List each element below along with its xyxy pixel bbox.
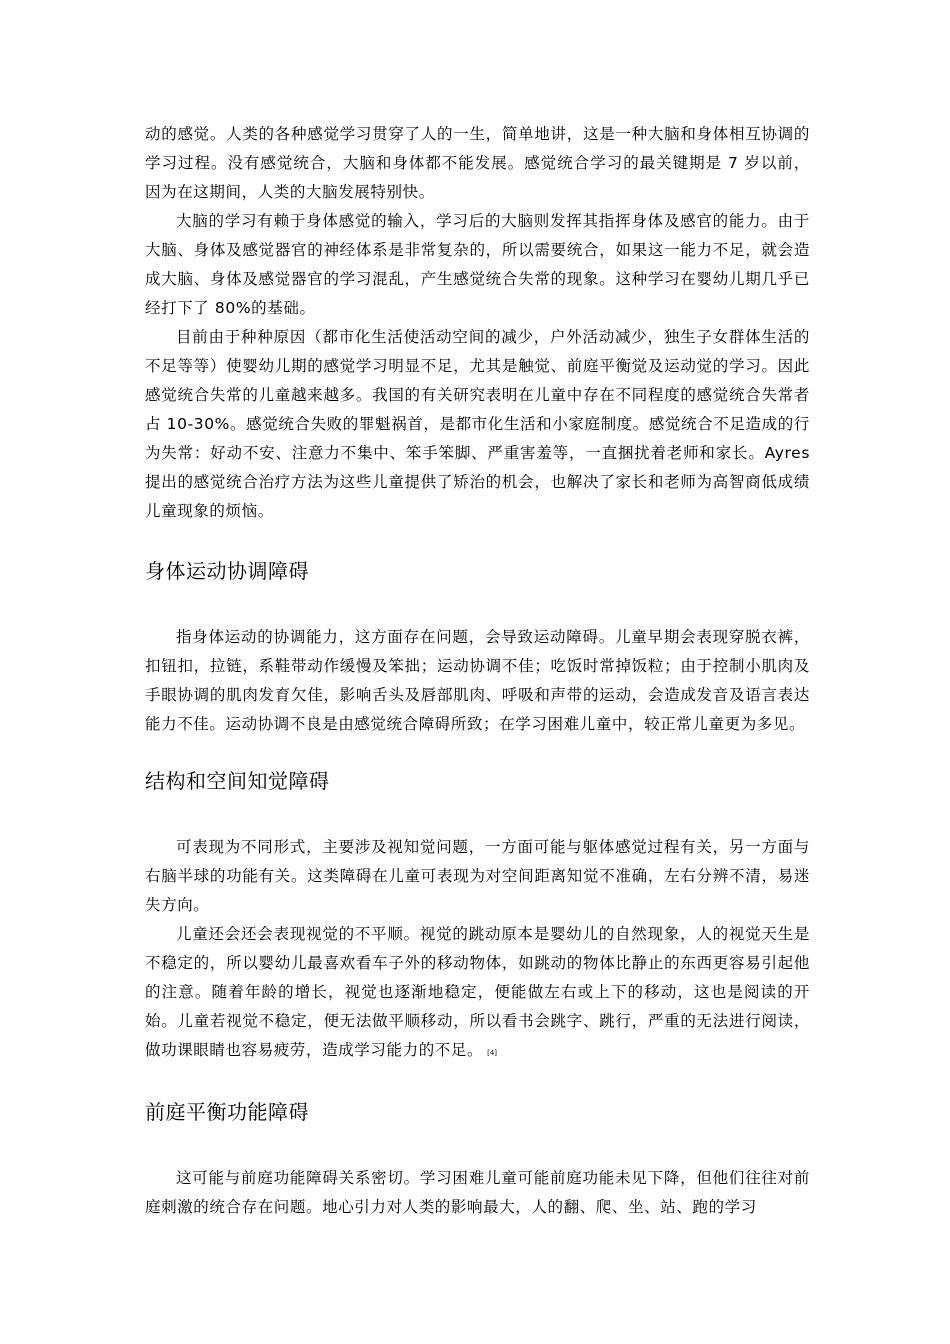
body-paragraph: 动的感觉。人类的各种感觉学习贯穿了人的一生，简单地讲，这是一种大脑和身体相互协调的学习过程。没有感觉统合，大脑和身体都不能发展。感觉统合学习的最关键期是 7 岁以前，因为在这期间，人类的大脑发展特别快。 — [145, 125, 810, 201]
body-paragraph: 大脑的学习有赖于身体感觉的输入，学习后的大脑则发挥其指挥身体及感官的能力。由于大脑、身体及感觉器官的神经体系是非常复杂的，所以需要统合，如果这一能力不足，就会造成大脑、身体及感觉器官的学习混乱，产生感觉统合失常的现象。这种学习在婴幼儿期几乎已经打下了 80%的基础。 — [145, 212, 810, 317]
section-heading-motor-coordination: 身体运动协调障碍 — [145, 559, 309, 583]
body-paragraph-with-citation — [145, 920, 810, 1068]
section-heading-vestibular-balance: 前庭平衡功能障碍 — [145, 1100, 309, 1124]
body-paragraph-text: 儿童还会还会表现视觉的不平顺。视觉的跳动原本是婴幼儿的自然现象，人的视觉天生是不稳定的，所以婴幼儿最喜欢看车子外的移动物体，如跳动的物体比静止的东西更容易引起他的注意。随着年龄的增长，视觉也逐渐地稳定，便能做左右或上下的移动，这也是阅读的开始。儿童若视觉不稳定，便无法做平顺移动，所以看书会跳字、跳行，严重的无法进行阅读，做功课眼睛也容易疲劳，造成学习能力的不足。 — [145, 925, 810, 1059]
citation-marker: [4] — [487, 1049, 498, 1057]
body-paragraph: 目前由于种种原因（都市化生活使活动空间的减少，户外活动减少，独生子女群体生活的不足等等）使婴幼儿期的感觉学习明显不足，尤其是触觉、前庭平衡觉及运动觉的学习。因此感觉统合失常的儿童越来越多。我国的有关研究表明在儿童中存在不同程度的感觉统合失常者占 10-30%。感觉统合失败的罪魁祸首，是都市化生活和小家庭制度。感觉统合不足造成的行为失常：好动不安、注意力不集中、笨手笨脚、严重害羞等，一直捆扰着老师和家长。Ayres 提出的感觉统合治疗方法为这些儿童提供了矫治的机会，也解决了家长和老师为高智商低成绩儿童现象的烦恼。 — [145, 328, 810, 520]
document-body — [145, 120, 810, 1222]
body-paragraph: 指身体运动的协调能力，这方面存在问题，会导致运动障碍。儿童早期会表现穿脱衣裤，扣钮扣，拉链，系鞋带动作缓慢及笨拙；运动协调不佳；吃饭时常掉饭粒；由于控制小肌肉及手眼协调的肌肉发育欠佳，影响舌头及唇部肌肉、呼吸和声带的运动，会造成发音及语言表达能力不佳。运动协调不良是由感觉统合障碍所致；在学习困难儿童中，较正常儿童更为多见。 — [145, 628, 810, 733]
body-paragraph: 可表现为不同形式，主要涉及视知觉问题，一方面可能与躯体感觉过程有关，另一方面与右脑半球的功能有关。这类障碍在儿童可表现为对空间距离知觉不准确，左右分辨不清，易迷失方向。 — [145, 838, 810, 914]
body-paragraph: 这可能与前庭功能障碍关系密切。学习困难儿童可能前庭功能未见下降，但他们往往对前庭刺激的统合存在问题。地心引力对人类的影响最大，人的翻、爬、坐、站、跑的学习 — [145, 1169, 810, 1216]
section-heading-spatial-perception: 结构和空间知觉障碍 — [145, 769, 330, 793]
